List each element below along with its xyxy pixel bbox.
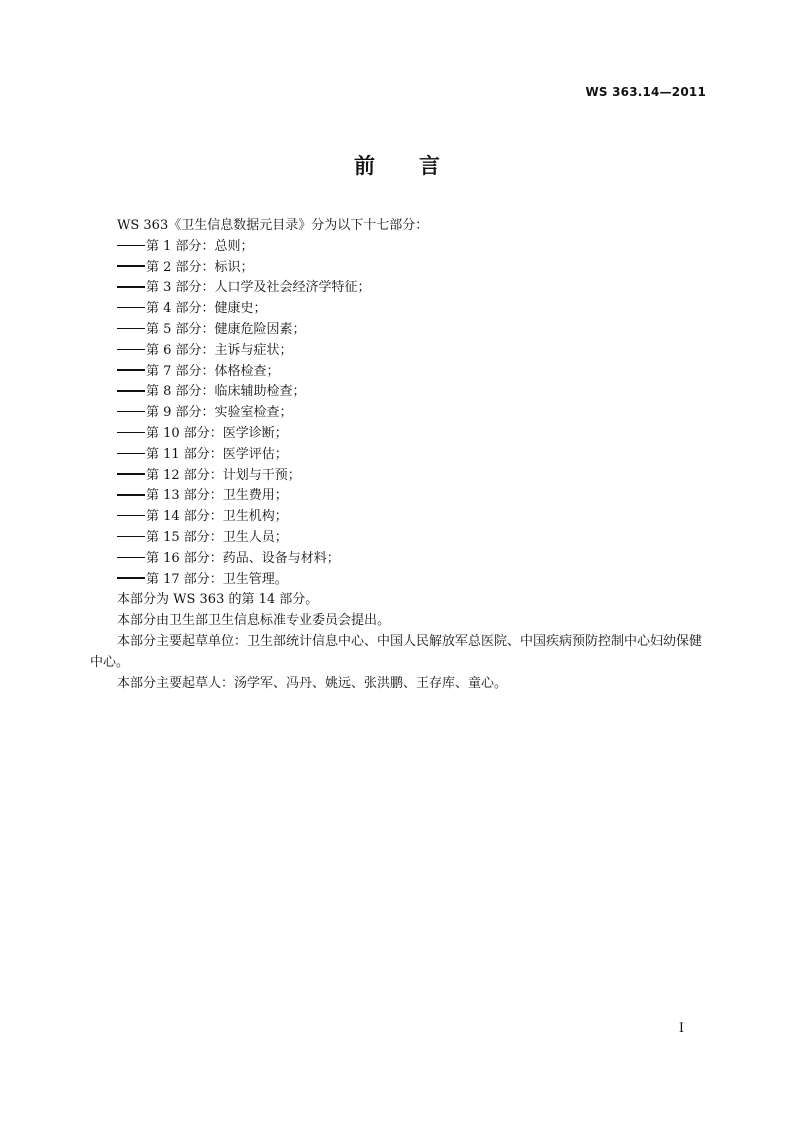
em-dash-marker — [117, 494, 145, 496]
part-list-item — [90, 237, 708, 258]
part-label: 第 12 部分：计划与干预； — [146, 467, 301, 483]
part-label: 第 4 部分：健康史； — [146, 301, 267, 317]
part-list-item — [90, 362, 708, 383]
em-dash-marker — [117, 349, 145, 351]
part-label: 第 2 部分：标识； — [146, 259, 254, 275]
part-list-item — [90, 507, 708, 528]
part-list-item — [90, 341, 708, 362]
part-label: 第 15 部分：卫生人员； — [146, 529, 288, 545]
em-dash-marker — [117, 328, 145, 330]
part-label: 第 3 部分：人口学及社会经济学特征； — [146, 280, 371, 296]
part-label: 第 5 部分：健康危险因素； — [146, 321, 306, 337]
part-list-item — [90, 382, 708, 403]
em-dash-marker — [117, 307, 145, 309]
part-list-item — [90, 258, 708, 279]
part-list-item — [90, 424, 708, 445]
part-label: 第 6 部分：主诉与症状； — [146, 342, 293, 358]
em-dash-marker — [117, 411, 145, 413]
part-label: 第 9 部分：实验室检查； — [146, 405, 293, 421]
part-statement-paragraph: 本部分为 WS 363 的第 14 部分。 — [117, 592, 319, 608]
em-dash-marker — [117, 432, 145, 434]
part-list-item — [90, 549, 708, 570]
foreword-body — [90, 216, 708, 694]
document-number: WS 363.14—2011 — [585, 85, 706, 99]
parts-list — [90, 237, 708, 591]
part-list-item — [90, 278, 708, 299]
part-list-item — [90, 570, 708, 591]
em-dash-marker — [117, 536, 145, 538]
part-label: 第 11 部分：医学评估； — [146, 446, 288, 462]
em-dash-marker — [117, 577, 145, 579]
proposer-paragraph: 本部分由卫生部卫生信息标准专业委员会提出。 — [117, 613, 391, 629]
em-dash-marker — [117, 453, 145, 455]
part-list-item — [90, 466, 708, 487]
part-label: 第 14 部分：卫生机构； — [146, 509, 288, 525]
em-dash-marker — [117, 286, 145, 288]
part-list-item — [90, 486, 708, 507]
em-dash-marker — [117, 515, 145, 517]
part-label: 第 13 部分：卫生费用； — [146, 488, 288, 504]
em-dash-marker — [117, 369, 145, 371]
part-label: 第 16 部分：药品、设备与材料； — [146, 550, 340, 566]
part-label: 第 1 部分：总则； — [146, 238, 254, 254]
part-list-item — [90, 528, 708, 549]
em-dash-marker — [117, 473, 145, 475]
part-list-item — [90, 403, 708, 424]
intro-paragraph: WS 363《卫生信息数据元目录》分为以下十七部分： — [117, 218, 429, 233]
part-label: 第 8 部分：临床辅助检查； — [146, 384, 306, 400]
part-list-item — [90, 299, 708, 320]
em-dash-marker — [117, 265, 145, 267]
part-list-item — [90, 320, 708, 341]
page-title: 前言 — [354, 154, 484, 178]
part-label: 第 10 部分：医学诊断； — [146, 425, 288, 441]
part-label: 第 7 部分：体格检查； — [146, 363, 280, 379]
drafters-paragraph: 本部分主要起草人：汤学军、冯丹、姚远、张洪鹏、王存库、童心。 — [117, 675, 508, 691]
drafting-units-paragraph: 本部分主要起草单位：卫生部统计信息中心、中国人民解放军总医院、中国疾病预防控制中心妇幼保健中心。 — [90, 633, 703, 670]
part-label: 第 17 部分：卫生管理。 — [146, 571, 288, 587]
part-list-item — [90, 445, 708, 466]
em-dash-marker — [117, 245, 145, 247]
page-number: I — [678, 1021, 684, 1036]
em-dash-marker — [117, 390, 145, 392]
em-dash-marker — [117, 557, 145, 559]
